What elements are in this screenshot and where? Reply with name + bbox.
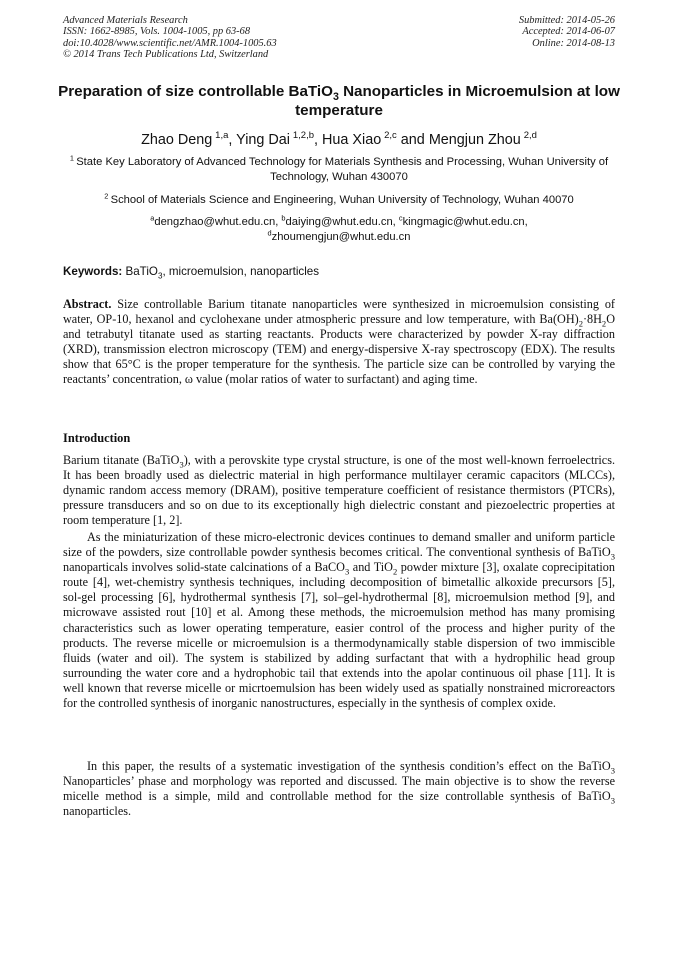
author-name: Hua Xiao bbox=[322, 132, 382, 148]
submitted-date: Submitted: 2014-05-26 bbox=[518, 15, 615, 26]
affiliation-2: $^2$ School of Materials Science and Engineering, Wuhan University of Technology, Wuhan 40070 bbox=[104, 191, 574, 206]
author-name: Ying Dai bbox=[236, 132, 290, 148]
abstract-label: Abstract. bbox=[63, 297, 112, 311]
author-emails: $^a$dengzhao@whut.edu.cn, $^b$daiying@whut.edu.cn, $^c$kingmagic@whut.edu.cn, $^d$zhoumengjun@whut.edu.cn bbox=[150, 213, 528, 243]
email-link[interactable]: dengzhao@whut.edu.cn bbox=[154, 216, 276, 228]
author-list: Zhao Deng $^{1,a}$, Ying Dai $^{1,2,b}$, Hua Xiao $^{2,c}$ and Mengjun Zhou $^{2,d}$ bbox=[141, 130, 537, 148]
online-date: Online: 2014-08-13 bbox=[532, 37, 615, 49]
affiliation-1: $^1$ State Key Laboratory of Advanced Technology for Materials Synthesis and Processing, Wuhan University of Technology, Wuhan 430070 bbox=[69, 153, 609, 183]
introduction-heading: Introduction bbox=[63, 431, 131, 445]
email-link[interactable]: daiying@whut.edu.cn bbox=[285, 216, 393, 228]
author-name: Zhao Deng bbox=[141, 132, 213, 148]
email-link[interactable]: kingmagic@whut.edu.cn bbox=[402, 216, 525, 228]
issn-line: ISSN: 1662-8985, Vols. 1004-1005, pp 63-68 bbox=[63, 26, 251, 38]
intro-paragraph-1: Barium titanate (BaTiO$_3$), with a perovskite type crystal structure, is one of the most well-known ferroelectrics. It has been broadly used as dielectric material in high performance multilayer ceramic capacitors (MLCCs), dynamic random access memory (DRAM), positive temperature coefficient of resistance thermistors (PTCRs), pressure transducers and so on due to its exceptionally high dielectric constant and piezoelectric properties at room temperature [1, 2]. bbox=[63, 453, 615, 528]
journal-name: Advanced Materials Research bbox=[63, 15, 188, 26]
keywords-label: Keywords: bbox=[63, 265, 123, 278]
email-link[interactable]: zhoumengjun@whut.edu.cn bbox=[271, 231, 411, 243]
copyright-line: © 2014 Trans Tech Publications Ltd, Switzerland bbox=[63, 48, 269, 60]
accepted-date: Accepted: 2014-06-07 bbox=[522, 26, 615, 38]
intro-paragraph-2: As the miniaturization of these micro-electronic devices continues to demand smaller and uniform particle size of the powders, size controllable powder synthesis becomes critical. The conventional synthesis of BaTiO$_3$ nanoparticals involves solid-state calcinations of a BaCO$_3$ and TiO$_2$ powder mixture [3], oxalate coprecipitation route [4], wet-chemistry synthesis techniques, including decomposition of bimetallic alkoxide precursors [5], sol-gel processing [6], hydrothermal synthesis [7], sol–gel-hydrothermal [8], microemulsion method [9], and microwave assisted rout [10] et al. Among these methods, the microemulsion method has many promising characteristics such as lower operating temperature, easier control of the process and higher purity of the products. The reverse micelle or microemulsion is a thermodynamically stable dispersion of two immiscible fluids (water and oil). The system is stabilized by adding surfactant that with a hydrophilic head group surrounding the water core and a hydrophobic tail that extends into the apolar continuous oil phase [11]. It is well known that reverse micelle or micrtoemulsion has been widely used as spatially nonstrained microreactors for the controlled synthesis of inorganic nanostructures, especially in the synthesis of complex oxide. bbox=[63, 530, 615, 711]
keywords: Keywords: BaTiO$_3$, microemulsion, nanoparticles bbox=[63, 265, 320, 281]
author-name: Mengjun Zhou bbox=[428, 132, 521, 148]
intro-paragraph-3: In this paper, the results of a systematic investigation of the synthesis condition’s effect on the BaTiO$_3$ Nanoparticles’ phase and morphology was reported and discussed. The main objective is to show the reverse micelle method is a simple, mild and controllable method for the size controllable synthesis of BaTiO$_3$ nanoparticles. bbox=[63, 759, 615, 819]
paper-title: Preparation of size controllable BaTiO$_3$ Nanoparticles in Microemulsion at low temperature bbox=[58, 83, 620, 119]
journal-info bbox=[63, 15, 277, 60]
abstract: Abstract. Size controllable Barium titanate nanoparticles were synthesized in microemulsion consisting of water, OP-10, hexanol and cyclohexane under atmospheric pressure and low temperature, with $Ba(OH)_2\cdot 8H_2O$ and tetrabutyl titanate used as starting reactants. Products were characterized by powder X-ray diffraction (XRD), transmission electron microscopy (TEM) and energy-dispersive X-ray spectroscopy (EDX). The results show that 65°C is the proper temperature for the synthesis. The particle size can be controlled by varying the reactants’ concentration, ω value (molar ratios of water to surfactant) and aging time. bbox=[63, 297, 615, 387]
publication-dates bbox=[519, 15, 615, 49]
doi-line: doi:10.4028/www.scientific.net/AMR.1004-1005.63 bbox=[63, 37, 277, 49]
